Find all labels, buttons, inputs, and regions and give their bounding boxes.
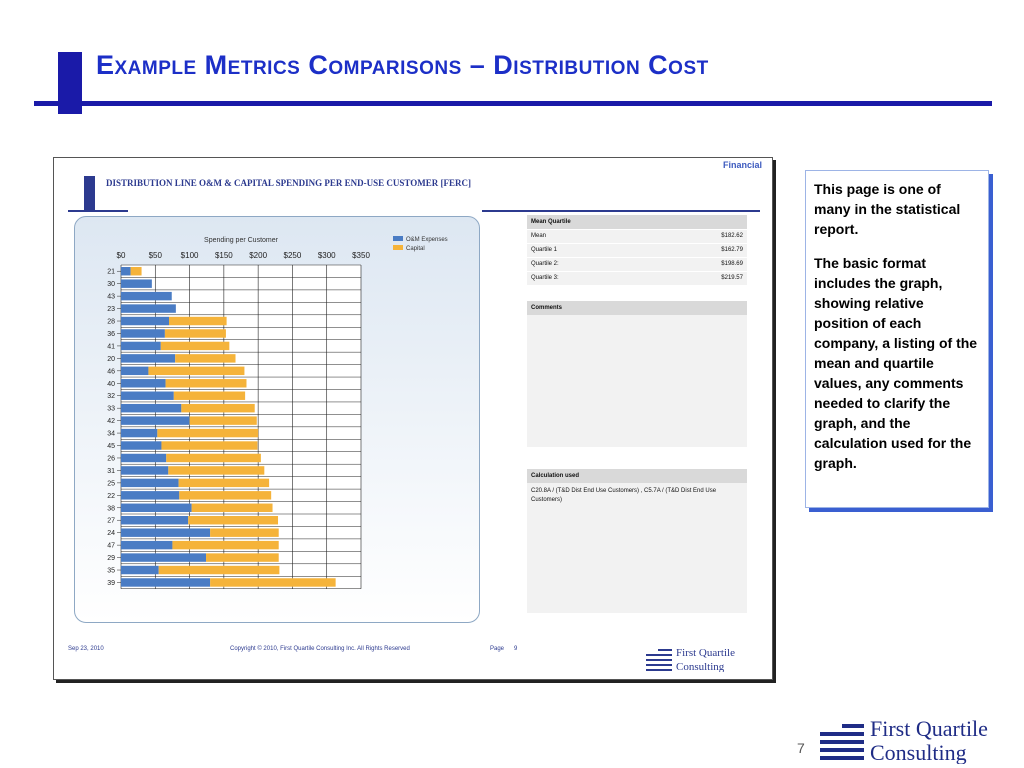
category-label: 40 [107,380,115,388]
x-tick-label: $250 [283,251,302,260]
bar-o-m-expenses [121,304,176,312]
bar-capital [210,528,279,536]
bar-capital [168,466,264,474]
category-label: 21 [107,268,115,276]
bar-o-m-expenses [121,541,172,549]
bar-o-m-expenses [121,367,148,375]
bar-capital [148,367,244,375]
comments-header: Comments [527,301,747,315]
bar-capital [161,441,257,449]
bar-o-m-expenses [121,429,157,437]
bar-o-m-expenses [121,354,175,362]
stat-value: $182.62 [721,233,743,239]
bar-capital [174,392,245,400]
bar-capital [166,379,247,387]
category-label: 29 [107,555,115,563]
legend-label: O&M Expenses [406,237,448,243]
chart-panel [74,216,480,623]
note-paragraph-1: This page is one of many in the statistical report. [814,181,961,237]
table-row [527,229,747,243]
company-logo-small [646,644,758,672]
page-number: 7 [797,740,805,756]
bar-capital [181,404,254,412]
report-page [53,157,773,680]
x-tick-label: $50 [148,251,162,260]
bar-o-m-expenses [121,516,188,524]
bar-o-m-expenses [121,504,192,512]
report-rule-left [68,210,128,212]
legend-swatch [393,245,403,250]
bar-capital [190,416,257,424]
slide-title: Example Metrics Comparisons – Distribution Cost [96,50,709,80]
report-title-accent [84,176,95,210]
legend-swatch [393,236,403,241]
stat-label: Quartile 3: [531,275,559,281]
logo-line2: Consulting [676,661,725,672]
bar-o-m-expenses [121,342,161,350]
category-label: 34 [107,430,115,438]
calculation-text: C20.8A / (T&D Dist End Use Customers) , C5.7A / (T&D Dist End Use Customers) [531,488,717,503]
bar-o-m-expenses [121,566,159,574]
category-label: 24 [107,530,115,538]
bar-o-m-expenses [121,292,172,300]
stat-label: Quartile 2: [531,261,559,267]
bar-o-m-expenses [121,466,168,474]
category-label: 22 [107,492,115,500]
logo-line1: First Quartile [676,647,735,659]
stat-value: $219.57 [721,275,743,281]
category-label: 32 [107,393,115,401]
bar-capital [172,541,278,549]
category-label: 38 [107,505,115,513]
category-label: 36 [107,330,115,338]
stat-label: Mean [531,233,547,239]
footer-date: Sep 23, 2010 [68,646,104,652]
category-label: 27 [107,517,115,525]
report-rule-right [482,210,760,212]
bar-capital [131,267,142,275]
stat-label: Quartile 1 [531,247,558,253]
bar-o-m-expenses [121,416,190,424]
logo-line2: Consulting [870,740,967,764]
note-paragraph-2: The basic format includes the graph, showing relative position of each company, a listing of the mean and quartile values, any comments needed to clarify the graph, and the calculation used for the graph. [814,255,978,471]
legend-label: Capital [406,246,425,252]
category-label: 25 [107,480,115,488]
category-label: 20 [107,355,115,363]
x-tick-label: $0 [116,251,126,260]
stat-value: $162.79 [721,247,743,253]
x-tick-label: $350 [352,251,370,260]
category-label: 28 [107,318,115,326]
bar-capital [179,491,271,499]
calculation-box [527,469,747,613]
x-tick-label: $300 [317,251,336,260]
bar-capital [169,317,227,325]
stat-value: $198.69 [721,261,743,267]
footer-page-label: Page [490,646,505,652]
company-logo [820,712,1020,764]
bar-capital [179,479,270,487]
quartile-table [527,215,747,285]
bar-capital [192,504,273,512]
bar-capital [175,354,235,362]
quartile-table-header: Mean Quartile [527,215,747,229]
bar-capital [157,429,258,437]
title-rule [34,101,992,106]
category-label: 35 [107,567,115,575]
bar-o-m-expenses [121,528,210,536]
bar-o-m-expenses [121,267,131,275]
table-row [527,271,747,285]
bar-capital [161,342,230,350]
bar-o-m-expenses [121,317,169,325]
bar-capital [188,516,278,524]
footer-copyright: Copyright © 2010, First Quartile Consulting Inc. All Rights Reserved [230,646,410,652]
footer-page-number: 9 [514,646,518,652]
bar-capital [159,566,280,574]
bar-o-m-expenses [121,441,161,449]
category-label: 42 [107,418,115,426]
report-category-tag: Financial [722,160,762,170]
bar-o-m-expenses [121,404,181,412]
table-row [527,243,747,257]
bar-capital [210,578,335,586]
category-label: 47 [107,542,115,550]
comments-text [527,315,747,323]
bar-o-m-expenses [121,379,166,387]
category-label: 31 [107,467,115,475]
bar-o-m-expenses [121,479,179,487]
category-label: 45 [107,443,115,451]
bar-o-m-expenses [121,454,166,462]
bar-capital [206,553,279,561]
table-row [527,257,747,271]
category-label: 23 [107,306,115,314]
category-label: 26 [107,455,115,463]
note-box [805,170,989,508]
bar-o-m-expenses [121,279,152,287]
bar-chart [75,217,479,622]
x-tick-label: $100 [180,251,199,260]
logo-line1: First Quartile [870,716,988,741]
bar-capital [165,329,226,337]
chart-title: Spending per Customer [204,237,278,244]
report-title: DISTRIBUTION LINE O&M & CAPITAL SPENDING PER END-USE CUSTOMER [FERC] [106,178,471,188]
category-label: 33 [107,405,115,413]
bar-o-m-expenses [121,553,206,561]
comments-box [527,301,747,447]
bar-o-m-expenses [121,491,179,499]
calculation-header: Calculation used [527,469,747,483]
bar-o-m-expenses [121,578,210,586]
x-tick-label: $150 [214,251,233,260]
category-label: 30 [107,281,115,289]
bar-o-m-expenses [121,329,165,337]
bar-o-m-expenses [121,392,174,400]
category-label: 41 [107,343,115,351]
x-tick-label: $200 [249,251,268,260]
category-label: 46 [107,368,115,376]
category-label: 39 [107,579,115,587]
bar-capital [166,454,261,462]
category-label: 43 [107,293,115,301]
